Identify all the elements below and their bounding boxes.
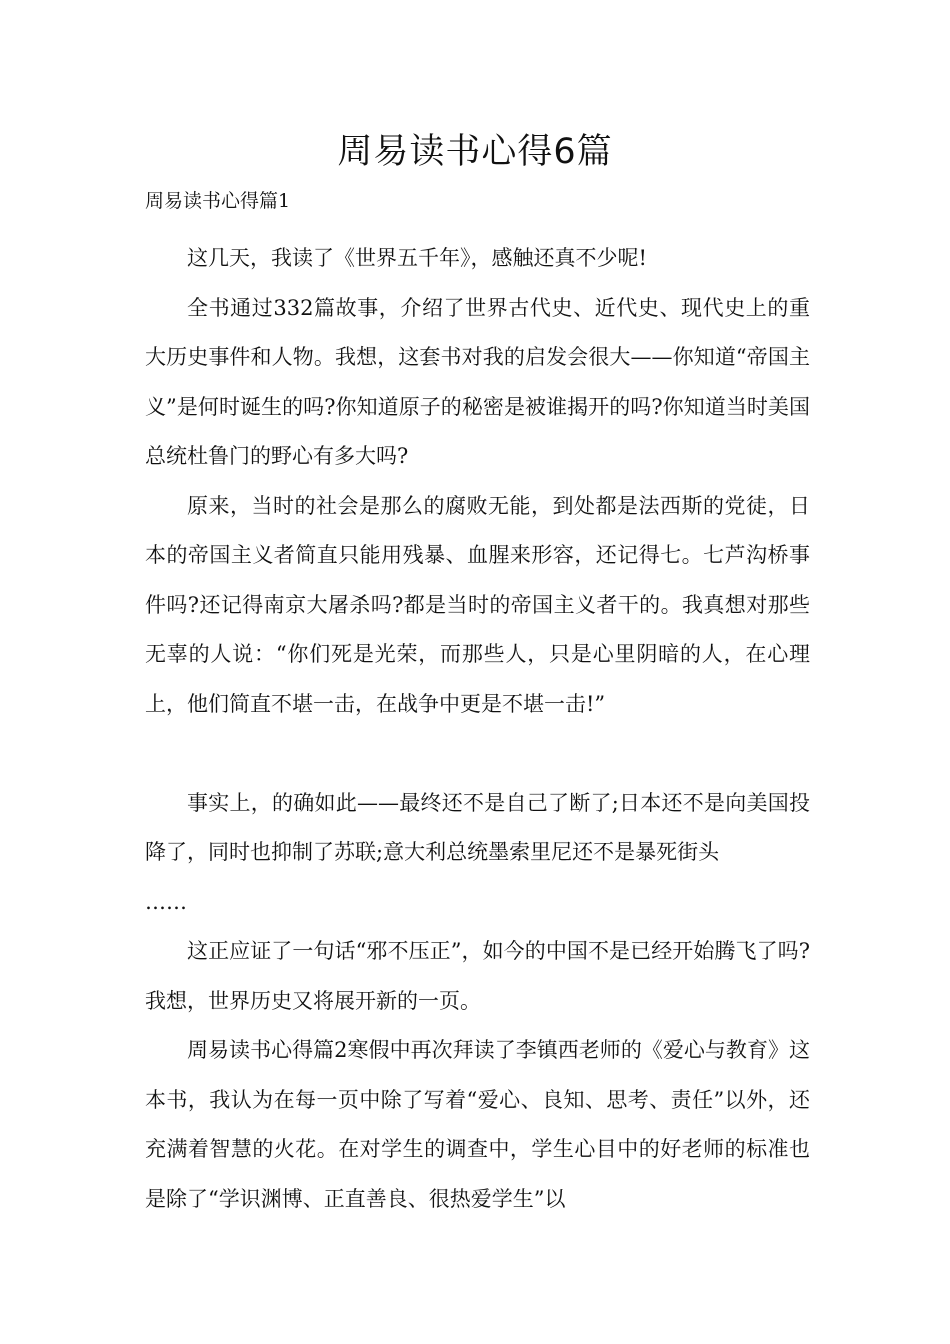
paragraph-1: 这几天，我读了《世界五千年》，感触还真不少呢! — [187, 246, 647, 270]
paragraph-6: 周易读书心得篇2寒假中再次拜读了李镇西老师的《爱心与教育》这本书，我认为在每一页中除了写着“爱心、良知、思考、责任”以外，还充满着智慧的火花。在对学生的调查中，学生心目中的好老师的标准也是除了“学识渊博、正直善良、很热爱学生”以 — [145, 1038, 810, 1211]
paragraph-3: 原来，当时的社会是那么的腐败无能，到处都是法西斯的党徒，日本的帝国主义者简直只能用残暴、血腥来形容，还记得七。七芦沟桥事件吗?还记得南京大屠杀吗?都是当时的帝国主义者干的。我真想对那些无辜的人说：“你们死是光荣，而那些人，只是心里阴暗的人，在心理上，他们简直不堪一击，在战争中更是不堪一击!” — [145, 493, 810, 716]
paragraph-2: 全书通过332篇故事，介绍了世界古代史、近代史、现代史上的重大历史事件和人物。我想，这套书对我的启发会很大——你知道“帝国主义”是何时诞生的吗?你知道原子的秘密是被谁揭开的吗?你知道当时美国总统杜鲁门的野心有多大吗? — [145, 295, 810, 468]
paragraph-ellipsis: …… — [145, 889, 187, 914]
paragraph-spacer — [145, 729, 810, 779]
paragraph-4: 事实上，的确如此——最终还不是自己了断了;日本还不是向美国投降了，同时也抑制了苏联;意大利总统墨索里尼还不是暴死街头 — [145, 790, 810, 864]
paragraph-5: 这正应证了一句话“邪不压正”，如今的中国不是已经开始腾飞了吗?我想，世界历史又将展开新的一页。 — [145, 939, 810, 1013]
document-body — [145, 234, 810, 1224]
section-heading: 周易读书心得篇1 — [145, 190, 291, 212]
document-title: 周易读书心得6篇 — [337, 132, 613, 172]
